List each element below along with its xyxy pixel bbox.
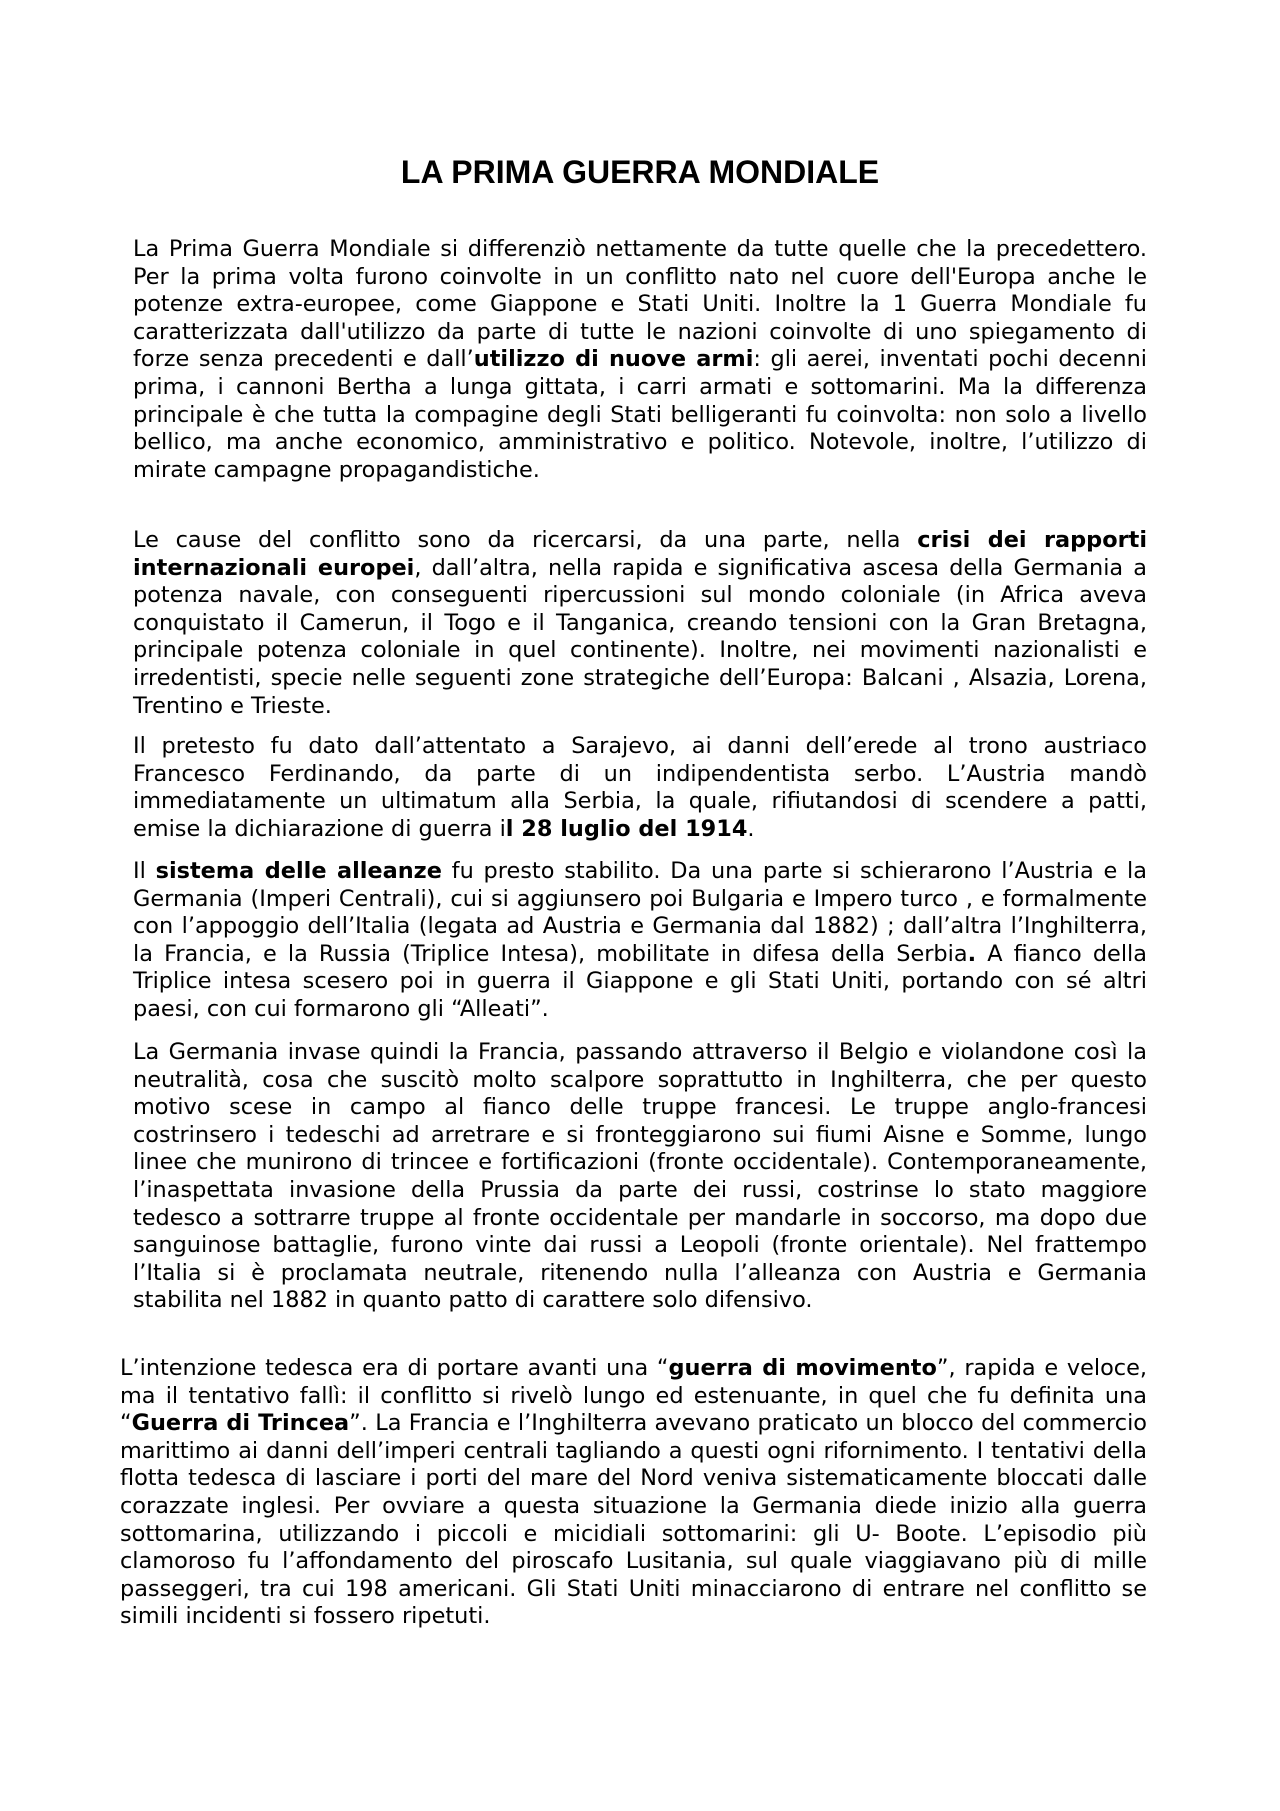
text-run: Il pretesto fu dato dall’attentato a Sarajevo, ai danni dell’erede al trono austriaco Francesco Ferdinando, da parte di un indipendentista serbo. L’Austria mandò immediatamente un ultimatum alla Serbia, la quale, rifiutandosi di scendere a patti, emise la dichiarazione di guerra i xyxy=(133,733,1147,842)
text-run: Il xyxy=(133,858,156,884)
bold-text-run: l 28 luglio del 1914 xyxy=(505,815,748,842)
bold-text-run: crisi dei rapporti internazionali europei xyxy=(133,527,1148,581)
paragraph-nuove-armi xyxy=(133,236,1147,484)
paragraph-cause-del-conflitto xyxy=(133,527,1147,720)
text-run: , dall’altra, nella rapida e significativa ascesa della Germania a potenza navale, con conseguenti ripercussioni sul mondo coloniale (in Africa aveva conquistato il Camerun, il Togo e il Tanganica, creando tensioni con la Gran Bretagna, principale potenza coloniale in quel continente). Inoltre, nei movimenti nazionalisti e irredentisti, specie nelle seguenti zone strategiche dell’Europa: Balcani , Alsazia, Lorena, Trentino e Trieste. xyxy=(133,554,1147,719)
text-run: La Prima Guerra Mondiale si differenziò nettamente da tutte quelle che la precedettero. Per la prima volta furono coinvolte in un conflitto nato nel cuore dell'Europa anche le potenze extra-europee, come Giappone e Stati Uniti. Inoltre la 1 Guerra Mondiale fu caratterizzata dall'utilizzo da parte di tutte le nazioni coinvolte di uno spiegamento di forze senza precedenti e dall’ xyxy=(133,236,1147,373)
paragraph-pretesto-sarajevo xyxy=(133,733,1147,843)
bold-text-run: sistema delle alleanze xyxy=(155,858,442,884)
bold-text-run: utilizzo di nuove armi xyxy=(473,346,754,373)
paragraph-guerra-di-trincea xyxy=(120,1355,1147,1631)
bold-text-run: . xyxy=(967,940,977,967)
paragraph-invasione-francia xyxy=(133,1039,1147,1315)
paragraph-sistema-alleanze xyxy=(133,858,1147,1024)
text-run: . xyxy=(747,815,755,842)
page-title: LA PRIMA GUERRA MONDIALE xyxy=(400,154,880,190)
text-run: Le cause del conflitto sono da ricercarsi, da una parte, nella xyxy=(133,527,918,553)
bold-text-run: Guerra di Trincea xyxy=(131,1410,350,1437)
text-run: A fianco della Triplice intesa scesero poi in guerra il Giappone e gli Stati Uniti, portando con sé altri paesi, con cui formarono gli “Alleati”. xyxy=(133,940,1147,1022)
bold-text-run: guerra di movimento xyxy=(668,1355,937,1381)
text-run: ”, rapida e veloce, ma il tentativo fallì: il conflitto si rivelò lungo ed estenuante, in quel che fu definita una “ xyxy=(120,1355,1148,1437)
text-run: L’intenzione tedesca era di portare avanti una “ xyxy=(120,1355,669,1381)
text-run: ”. La Francia e l’Inghilterra avevano praticato un blocco del commercio marittimo ai danni dell’imperi centrali tagliando a questi ogni rifornimento. I tentativi della flotta tedesca di lasciare i porti del mare del Nord veniva sistematicamente bloccati dalle corazzate inglesi. Per ovviare a questa situazione la Germania diede inizio alla guerra sottomarina, utilizzando i piccoli e micidiali sottomarini: gli U- Boote. L’episodio più clamoroso fu l’affondamento del piroscafo Lusitania, sul quale viaggiavano più di mille passeggeri, tra cui 198 americani. Gli Stati Uniti minacciarono di entrare nel conflitto se simili incidenti si fossero ripetuti. xyxy=(120,1410,1148,1630)
text-run: fu presto stabilito. Da una parte si schierarono l’Austria e la Germania (Imperi Centrali), cui si aggiunsero poi Bulgaria e Impero turco , e formalmente con l’appoggio dell’Italia (legata ad Austria e Germania dal 1882) ; dall’altra l’Inghilterra, la Francia, e la Russia (Triplice Intesa), mobilitate in difesa della Serbia xyxy=(133,858,1147,967)
text-run: La Germania invase quindi la Francia, passando attraverso il Belgio e violandone così la neutralità, cosa che suscitò molto scalpore soprattutto in Inghilterra, che per questo motivo scese in campo al fianco delle truppe francesi. Le truppe anglo-francesi costrinsero i tedeschi ad arretrare e si fronteggiarono sui fiumi Aisne e Somme, lungo linee che munirono di trincee e fortificazioni (fronte occidentale). Contemporaneamente, l’inaspettata invasione della Prussia da parte dei russi, costrinse lo stato maggiore tedesco a sottrarre truppe al fronte occidentale per mandarle in soccorso, ma dopo due sanguinose battaglie, furono vinte dai russi a Leopoli (fronte orientale). Nel frattempo l’Italia si è proclamata neutrale, ritenendo nulla l’alleanza con Austria e Germania stabilita nel 1882 in quanto patto di carattere solo difensivo. xyxy=(133,1039,1147,1314)
text-run: : gli aerei, inventati pochi decenni prima, i cannoni Bertha a lunga gittata, i carri armati e sottomarini. Ma la differenza principale è che tutta la compagine degli Stati belligeranti fu coinvolta: non solo a livello bellico, ma anche economico, amministrativo e politico. Notevole, inoltre, l’utilizzo di mirate campagne propagandistiche. xyxy=(133,346,1147,483)
